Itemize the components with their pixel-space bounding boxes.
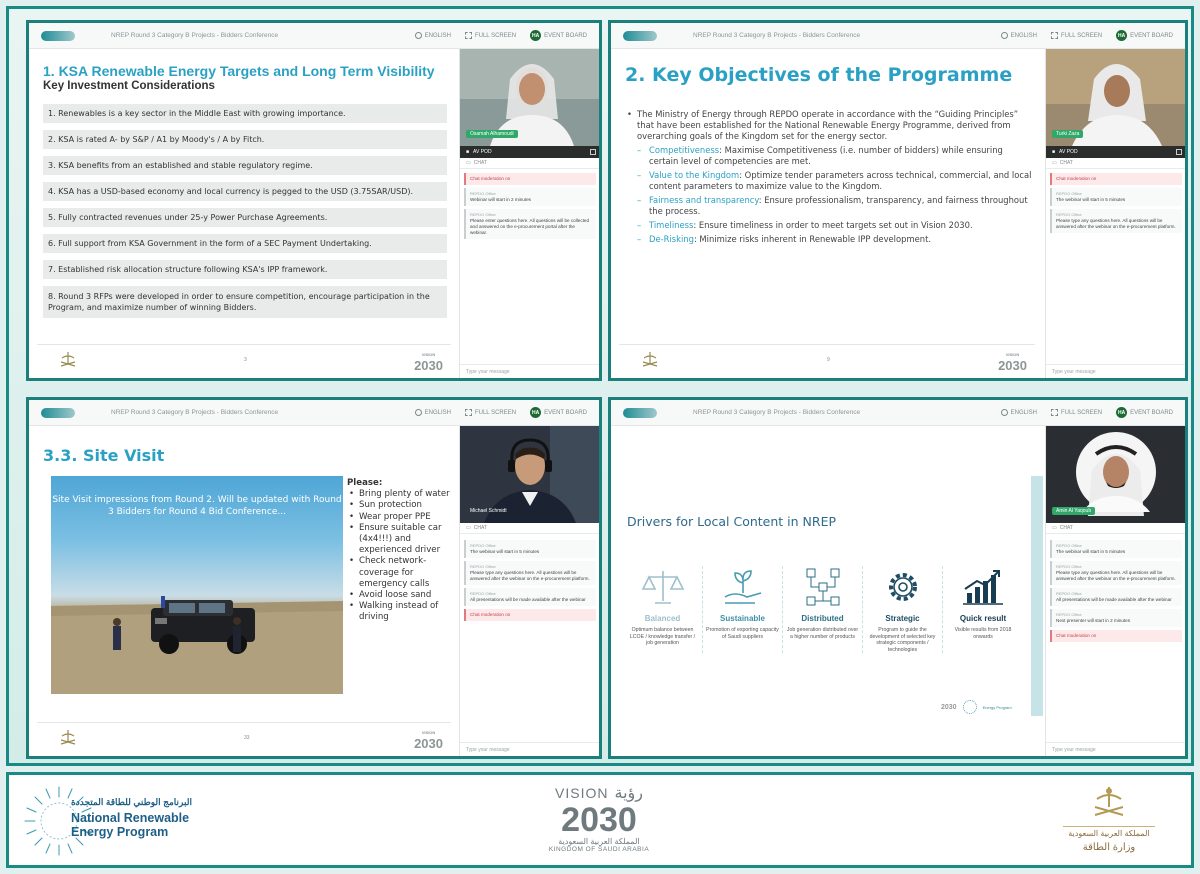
vision-word: VISION	[1005, 351, 1020, 357]
expand-icon[interactable]	[1176, 149, 1182, 155]
vision-2030-logo	[414, 727, 443, 749]
top-bar	[611, 400, 1185, 426]
driver-description: Program to guide the development of selected key strategic components / technologies	[869, 627, 936, 653]
vision-word: VISION	[421, 351, 436, 357]
chat-input[interactable]: Type your message	[460, 742, 600, 756]
objective-text: : Maximise Competitiveness (i.e. number of bidders) while ensuring certain level of competencies are met.	[649, 145, 1003, 166]
chat-message	[1050, 188, 1182, 206]
vision-arabic-word: رؤية	[614, 785, 643, 802]
driver-description: Job generation distributed over a higher number of products	[786, 627, 859, 640]
chat-label: CHAT	[473, 525, 487, 531]
message-sender: REPDO Office	[1056, 564, 1082, 569]
event-board-button[interactable]	[530, 30, 587, 41]
vision-arabic-kingdom: المملكة العربية السعودية	[558, 837, 640, 846]
webinar-panel-4	[608, 397, 1188, 759]
objective-keyword: Competitiveness	[649, 145, 720, 155]
chat-messages	[1050, 540, 1182, 645]
moderation-notice: Chat moderation on	[464, 609, 596, 621]
ministry-emblem-icon	[1089, 785, 1129, 819]
sidebar	[459, 49, 599, 378]
avatar: HA	[530, 30, 541, 41]
fullscreen-icon	[1051, 409, 1058, 416]
consideration-item: 6. Full support from KSA Government in the form of a SEC Payment Undertaking.	[43, 234, 447, 253]
objectives-list	[625, 109, 1033, 245]
language-button[interactable]	[1001, 409, 1037, 416]
message-text: Please enter questions here. All questions will be collected and answered on the e-procurement portal after the webinar.	[470, 218, 589, 235]
nrep-mini-logo	[963, 700, 977, 714]
objective-text: : Minimize risks inherent in Renewable IPP development.	[693, 234, 932, 244]
language-label: ENGLISH	[424, 409, 451, 416]
globe-icon	[415, 32, 422, 39]
ministry-arabic-kingdom: المملكة العربية السعودية	[1068, 829, 1150, 838]
chat-messages	[1050, 173, 1182, 236]
speaker-video	[460, 49, 600, 146]
webinar-panel-2	[608, 20, 1188, 381]
nrep-logo-block	[19, 781, 209, 861]
slide-footer	[619, 344, 1035, 374]
event-board-label: EVENT BOARD	[544, 32, 587, 39]
objective-keyword: De-Risking	[649, 234, 694, 244]
chat-header	[1046, 158, 1186, 169]
objective-keyword: Value to the Kingdom	[649, 170, 740, 180]
slide-footer	[37, 344, 451, 374]
sidebar	[1045, 426, 1185, 756]
speaker-video	[1046, 426, 1186, 523]
chat-input[interactable]: Type your message	[460, 364, 600, 378]
chat-message	[464, 209, 596, 239]
checklist-item: • Sun protection	[347, 500, 455, 511]
moderation-notice: Chat moderation on	[464, 173, 596, 185]
nrep-logo	[41, 408, 75, 418]
event-board-label: EVENT BOARD	[544, 409, 587, 416]
drivers-row	[623, 566, 1023, 653]
objective-keyword: Timeliness	[649, 220, 694, 230]
chat-message	[1050, 588, 1182, 606]
avatar: HA	[1116, 407, 1127, 418]
globe-icon	[1001, 32, 1008, 39]
driver-name: Balanced	[644, 614, 681, 623]
driver-name: Distributed	[801, 614, 844, 623]
vision-2030-logo: 2030	[941, 703, 957, 711]
chat-header	[460, 523, 600, 534]
fullscreen-label: FULL SCREEN	[1060, 409, 1103, 416]
moderation-notice: Chat moderation on	[1050, 630, 1182, 642]
video-icon: ■	[1052, 149, 1056, 155]
fullscreen-button[interactable]	[1051, 32, 1102, 39]
page-number: 3	[244, 356, 247, 363]
objective-text: : Ensure professionalism, transparency, and fairness throughout the process.	[649, 195, 1028, 216]
expand-icon[interactable]	[590, 149, 596, 155]
vision-year: 2030	[561, 801, 637, 839]
plant-hand-icon	[706, 566, 779, 608]
chat-label: CHAT	[473, 160, 487, 166]
objective-item: – Value to the Kingdom: Optimize tender parameters across technical, commercial, and local content parameters to maximize value to the Kingdom.	[637, 170, 1032, 191]
language-label: ENGLISH	[1010, 409, 1037, 416]
vision-word: VISION	[421, 729, 436, 735]
slide-footer	[37, 722, 451, 752]
driver-sustainable	[703, 566, 783, 653]
message-sender: REPDO Office	[470, 191, 496, 196]
checklist-item: • Wear proper PPE	[347, 512, 455, 523]
ministry-arabic-name: وزارة الطاقة	[1082, 842, 1136, 853]
slide-title: 3.3. Site Visit	[43, 446, 165, 465]
top-bar	[29, 400, 599, 426]
checklist-item: • Avoid loose sand	[347, 590, 455, 601]
consideration-item: 8. Round 3 RFPs were developed in order to ensure competition, encourage participation in the Program, and maximize number of winning Bidders.	[43, 286, 447, 318]
speaker-name: Osamah Alhamoudi	[466, 130, 518, 138]
message-text: Please type any questions here. All questions will be answered after the webinar on the e-procurement platform.	[470, 570, 590, 581]
nrep-arabic-name: البرنامج الوطني للطاقة المتجددة	[71, 797, 192, 807]
vision-word: VISION	[555, 785, 609, 801]
consideration-item: 3. KSA benefits from an established and stable regulatory regime.	[43, 156, 447, 175]
objective-item: – De-Risking: Minimize risks inherent in Renewable IPP development.	[637, 234, 932, 244]
checklist-item: • Bring plenty of water	[347, 489, 455, 500]
page-number: 33	[244, 734, 250, 741]
chat-label: CHAT	[1059, 525, 1073, 531]
message-sender: REPDO Office	[470, 564, 496, 569]
speaker-name: Amin Al Yaqoub	[1052, 507, 1095, 515]
chat-message	[464, 561, 596, 585]
conference-title: NREP Round 3 Category B Projects - Bidders Conference	[111, 32, 279, 39]
chat-icon: ▭	[1052, 525, 1057, 531]
chat-messages	[464, 173, 596, 242]
chat-message	[1050, 561, 1182, 585]
fullscreen-label: FULL SCREEN	[1060, 32, 1103, 39]
chat-icon: ▭	[1052, 160, 1057, 166]
chat-header	[1046, 523, 1186, 534]
fullscreen-label: FULL SCREEN	[474, 32, 517, 39]
slide-subtitle: Key Investment Considerations	[43, 80, 215, 92]
speaker-name: Turki Zaza	[1052, 130, 1083, 138]
av-pod-label: AV POD	[1059, 149, 1078, 155]
language-button[interactable]	[1001, 32, 1037, 39]
chat-message	[1050, 209, 1182, 233]
webinar-panel-3	[26, 397, 602, 759]
top-bar	[29, 23, 599, 49]
driver-name: Strategic	[885, 614, 920, 623]
av-pod-bar	[460, 146, 600, 158]
gear-icon	[866, 566, 939, 608]
objective-item: – Fairness and transparency: Ensure professionalism, transparency, and fairness throughout the process.	[637, 195, 1028, 216]
chat-icon: ▭	[466, 525, 471, 531]
site-visit-checklist	[347, 478, 455, 624]
chat-message	[464, 540, 596, 558]
logo-strip	[6, 772, 1194, 868]
nrep-name-line2: Energy Program	[71, 825, 169, 839]
vision-2030-logo	[998, 349, 1027, 371]
driver-quick-result	[943, 566, 1023, 653]
sidebar	[459, 426, 599, 756]
objective-item: – Competitiveness: Maximise Competitiveness (i.e. number of bidders) while ensuring certain level of competencies are met.	[637, 145, 1003, 166]
slide-title: 1. KSA Renewable Energy Targets and Long Term Visibility	[43, 63, 435, 79]
network-icon	[786, 566, 859, 608]
fullscreen-button[interactable]	[465, 409, 516, 416]
conference-title: NREP Round 3 Category B Projects - Bidders Conference	[693, 32, 861, 39]
event-board-button[interactable]	[1116, 407, 1173, 418]
language-label: ENGLISH	[424, 32, 451, 39]
vision-year: 2030	[414, 735, 443, 751]
vision-kingdom: KINGDOM OF SAUDI ARABIA	[548, 846, 650, 853]
message-text: Please type any questions here. All questions will be answered after the webinar on the e-procurement platform.	[1056, 218, 1176, 229]
vision-2030-logo	[414, 349, 443, 371]
fullscreen-icon	[465, 32, 472, 39]
driver-description: Optimum balance between LCOE / knowledge transfer / job generation	[629, 627, 696, 646]
message-text: All presentations will be made available after the webinar	[470, 597, 586, 602]
video-icon: ■	[466, 149, 470, 155]
event-board-label: EVENT BOARD	[1130, 409, 1173, 416]
message-text: All presentations will be made available after the webinar	[1056, 597, 1172, 602]
conference-title: NREP Round 3 Category B Projects - Bidders Conference	[693, 409, 861, 416]
message-text: The webinar will start in 5 minutes	[1056, 549, 1126, 554]
presentation-slide	[611, 426, 1043, 756]
driver-strategic	[863, 566, 943, 653]
message-sender: REPDO Office	[1056, 191, 1082, 196]
message-text: Webinar will start in 2 minutes	[470, 197, 531, 202]
consideration-item: 7. Established risk allocation structure following KSA's IPP framework.	[43, 260, 447, 279]
chat-input[interactable]: Type your message	[1046, 364, 1186, 378]
ministry-divider	[1063, 826, 1155, 827]
growth-chart-icon	[946, 566, 1020, 608]
top-bar	[611, 23, 1185, 49]
nrep-logo	[623, 408, 657, 418]
event-board-label: EVENT BOARD	[1130, 32, 1173, 39]
checklist-item: • Walking instead of driving	[347, 601, 455, 623]
avatar: HA	[1116, 30, 1127, 41]
presentation-slide	[29, 426, 459, 756]
vision-year: 2030	[998, 357, 1027, 373]
chat-message	[1050, 540, 1182, 558]
consideration-item: 4. KSA has a USD-based economy and local currency is pegged to the USD (3.75SAR/USD).	[43, 182, 447, 201]
nrep-name-line1: National Renewable	[71, 811, 190, 825]
language-label: ENGLISH	[1010, 32, 1037, 39]
speaker-video	[460, 426, 600, 523]
objective-text: : Optimize tender parameters across technical, commercial, and local content parameters to maximize value to the Kingdom.	[649, 170, 1032, 191]
nrep-mini-text: Energy Program	[982, 704, 1012, 710]
driver-description: Promotion of exporting capacity of Saudi suppliers	[706, 627, 779, 640]
slide-logos	[941, 700, 1012, 714]
message-sender: REPDO Office	[470, 543, 496, 548]
moderation-notice: Chat moderation on	[1050, 173, 1182, 185]
vision-year: 2030	[414, 357, 443, 373]
checklist-heading: Please:	[347, 478, 383, 488]
message-text: The webinar will start in 5 minutes	[470, 549, 540, 554]
webinar-panel-1	[26, 20, 602, 381]
scales-icon	[626, 566, 699, 608]
language-button[interactable]	[415, 32, 451, 39]
checklist-item: • Check network-coverage for emergency calls	[347, 556, 455, 590]
event-board-button[interactable]	[1116, 30, 1173, 41]
chat-messages	[464, 540, 596, 624]
av-pod-bar	[1046, 146, 1186, 158]
chat-icon: ▭	[466, 160, 471, 166]
emblem-icon	[57, 727, 79, 749]
slide-accent-bar	[1031, 476, 1043, 716]
objective-keyword: Fairness and transparency	[649, 195, 759, 205]
driver-name: Sustainable	[720, 614, 765, 623]
objectives-lead: • The Ministry of Energy through REPDO operate in accordance with the “Guiding Principles” that have been established for the National Renewable Energy Programme, derived from overarching goals of the Kingdom set for the energy sector.	[625, 109, 1033, 142]
fullscreen-button[interactable]	[465, 32, 516, 39]
globe-icon	[415, 409, 422, 416]
consideration-item: 5. Fully contracted revenues under 25-y Power Purchase Agreements.	[43, 208, 447, 227]
sidebar	[1045, 49, 1185, 378]
message-sender: REPDO Office	[470, 591, 496, 596]
site-visit-photo	[51, 476, 343, 694]
photo-caption: Site Visit impressions from Round 2. Will be updated with Round 3 Bidders for Round 4 Bid Conference...	[52, 495, 342, 517]
conference-title: NREP Round 3 Category B Projects - Bidders Conference	[111, 409, 279, 416]
nrep-logo	[41, 31, 75, 41]
consideration-item: 2. KSA is rated A- by S&P / A1 by Moody's / A by Fitch.	[43, 130, 447, 149]
fullscreen-icon	[465, 409, 472, 416]
driver-name: Quick result	[959, 614, 1007, 623]
chat-message	[1050, 609, 1182, 627]
chat-header	[460, 158, 600, 169]
message-sender: REPDO Office	[1056, 543, 1082, 548]
message-sender: REPDO Office	[1056, 612, 1082, 617]
page-number: 9	[827, 356, 830, 363]
chat-input[interactable]: Type your message	[1046, 742, 1186, 756]
globe-icon	[1001, 409, 1008, 416]
fullscreen-icon	[1051, 32, 1058, 39]
driver-distributed	[783, 566, 863, 653]
objective-text: : Ensure timeliness in order to meet targets set out in Vision 2030.	[693, 220, 973, 230]
avatar: HA	[530, 407, 541, 418]
language-button[interactable]	[415, 409, 451, 416]
emblem-icon	[57, 349, 79, 371]
message-sender: REPDO Office	[1056, 591, 1082, 596]
speaker-video	[1046, 49, 1186, 146]
consideration-item: 1. Renewables is a key sector in the Middle East with growing importance.	[43, 104, 447, 123]
fullscreen-label: FULL SCREEN	[474, 409, 517, 416]
slide-title: Drivers for Local Content in NREP	[627, 514, 837, 529]
emblem-icon	[639, 349, 661, 371]
nrep-logo	[623, 31, 657, 41]
ministry-logo-block	[1059, 785, 1159, 853]
message-text: Please type any questions here. All questions will be answered after the webinar on the e-procurement platform.	[1056, 570, 1176, 581]
presentation-slide	[29, 49, 459, 378]
checklist-item: • Ensure suitable car (4x4!!!) and experienced driver	[347, 523, 455, 557]
message-text: The webinar will start in 5 minutes	[1056, 197, 1126, 202]
message-text: Next presenter will start in 2 minutes	[1056, 618, 1131, 623]
driver-description: Visible results from 2018 onwards	[954, 627, 1012, 640]
chat-message	[464, 588, 596, 606]
presentation-slide	[611, 49, 1043, 378]
driver-balanced	[623, 566, 703, 653]
vision-2030-block	[539, 783, 659, 853]
slide-title: 2. Key Objectives of the Programme	[625, 64, 1013, 86]
av-pod-label: AV POD	[473, 149, 492, 155]
speaker-name: Michael Schmidt	[470, 508, 507, 514]
chat-label: CHAT	[1059, 160, 1073, 166]
message-sender: REPDO Office	[1056, 212, 1082, 217]
screenshot-frame	[6, 6, 1194, 766]
objective-item: – Timeliness: Ensure timeliness in order to meet targets set out in Vision 2030.	[637, 220, 973, 230]
fullscreen-button[interactable]	[1051, 409, 1102, 416]
event-board-button[interactable]	[530, 407, 587, 418]
chat-message	[464, 188, 596, 206]
message-sender: REPDO Office	[470, 212, 496, 217]
